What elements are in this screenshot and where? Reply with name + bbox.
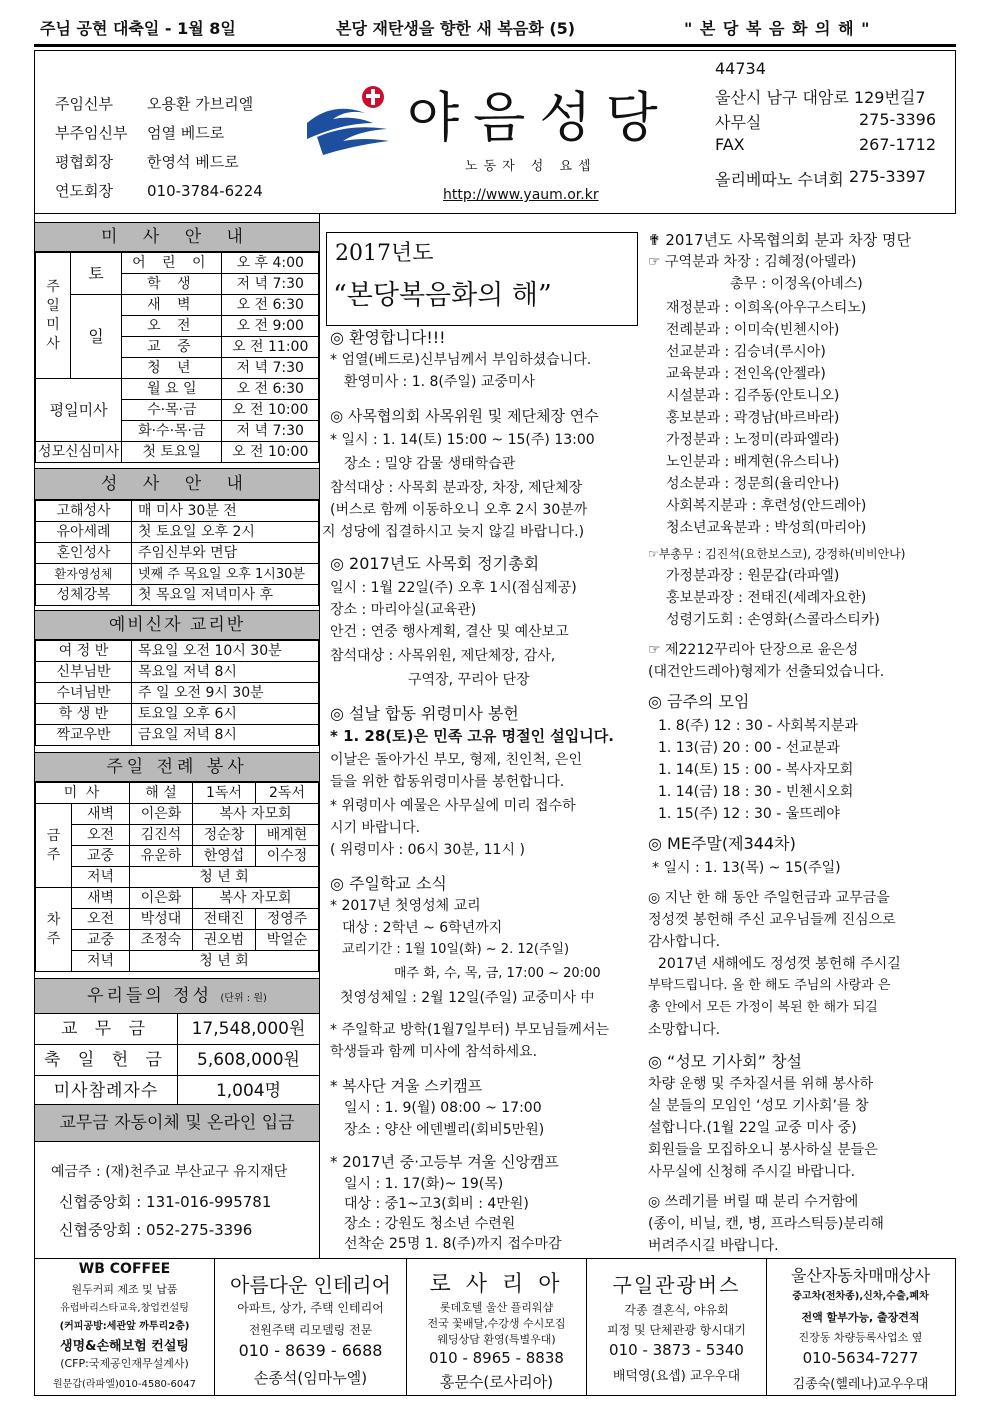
- sacrament-info: 첫 토요일 오후 2시: [132, 522, 319, 543]
- year-title: 2017년도: [335, 241, 434, 266]
- account-number: 신협중앙회 : 131-016-995781: [59, 1193, 272, 1211]
- postcode: 44734: [715, 59, 766, 78]
- meeting-item: 1. 14(토) 15 : 00 - 복사자모회: [658, 762, 854, 778]
- saturday-label: 토: [70, 253, 121, 295]
- offering-value: 1,004명: [215, 1081, 282, 1101]
- server-name: 전태진: [193, 909, 256, 930]
- convent-phone: 275-3397: [849, 167, 927, 186]
- wave-cross-icon: [303, 79, 413, 159]
- mass-name: 교 중: [122, 337, 222, 358]
- meeting-heading: ◎ 금주의 모임: [648, 692, 750, 711]
- sponsor-ads: [34, 1258, 956, 1396]
- staff-name: 한영석 베드로: [147, 153, 239, 171]
- server-name: 정순창: [193, 825, 256, 846]
- ad-line: (커피공방:세관앞 까투리2층): [59, 1321, 190, 1332]
- notice-text: * 2017년 첫영성체 교리: [330, 898, 481, 914]
- ad-line: (CFP:국제공인재무설계사): [60, 1357, 189, 1370]
- staff-role: 주임신부: [55, 95, 113, 113]
- notice-heading: ◎ 설날 합동 위령미사 봉헌: [330, 704, 519, 723]
- sacrament-title: 성 사 안 내: [35, 468, 319, 500]
- offering-value: 17,548,000원: [191, 1019, 306, 1039]
- recycle-text: 버려주시길 바랍니다.: [648, 1238, 779, 1254]
- ad-line: 웨딩상담 환영(특별우대): [437, 1333, 556, 1346]
- offering-label: 교 무 금: [35, 1014, 178, 1044]
- offering-row: [35, 1045, 319, 1076]
- mass-time: 오 전 11:00: [222, 337, 319, 358]
- server-name: 복사 자모회: [193, 888, 319, 909]
- offering-label: 축 일 헌 금: [35, 1045, 178, 1075]
- next-week-label: 차주: [36, 888, 72, 972]
- mass-table: [35, 252, 319, 463]
- knight-text: 실 분들의 모임인 ‘성모 기사회’를 창: [648, 1098, 869, 1114]
- division-item: 청소년교육분과 : 박성희(마리아): [666, 520, 867, 536]
- series-title: 본당 재탄생을 향한 새 복음화 (5): [336, 19, 576, 38]
- notice-text: 들을 위한 합동위령미사를 봉헌합니다.: [330, 774, 565, 790]
- server-name: 배계현: [256, 825, 319, 846]
- ad-line: 손종석(임마누엘): [253, 1369, 368, 1387]
- catechumen-title: 예비신자 교리반: [35, 610, 319, 640]
- ad-line: 각종 결혼식, 야유회: [624, 1303, 729, 1317]
- notice-text: * 복사단 겨울 스키캠프: [330, 1077, 483, 1095]
- server-name: 한영섭: [193, 846, 256, 867]
- meeting-item: 1. 8(주) 12 : 30 - 사회복지분과: [658, 718, 858, 734]
- staff-role: 부주임신부: [55, 124, 128, 142]
- ad-line: 원두커피 제조 및 납품: [71, 1283, 178, 1296]
- class-name: 학 생 반: [36, 704, 132, 725]
- knight-text: 사무실에 신청해 주시길 바랍니다.: [648, 1164, 856, 1180]
- thanks-text: ◎ 지난 한 해 동안 주일헌금과 교무금을: [648, 890, 890, 906]
- mass-time: 저 녁 7:30: [222, 274, 319, 295]
- server-name: 박성대: [130, 909, 193, 930]
- council-line: 성령기도회 : 손영화(스콜라스티카): [666, 612, 880, 628]
- weekday-mass-label: 평일미사: [36, 379, 122, 442]
- notice-text: 장소 : 밀양 감물 생태학습관: [344, 456, 516, 472]
- sacrament-name: 성체강복: [36, 585, 132, 606]
- notice-text: 장소 : 마리아실(교육관): [330, 602, 477, 618]
- sacrament-info: 매 미사 30분 전: [132, 501, 319, 522]
- address: 울산시 남구 대암로 129번길7: [715, 88, 926, 107]
- offering-value: 5,608,000원: [197, 1050, 300, 1070]
- server-name: 조정숙: [130, 930, 193, 951]
- sacrament-name: 환자영성체: [36, 564, 132, 585]
- ad-car-dealer: [767, 1259, 954, 1395]
- ad-title: WB COFFEE: [78, 1261, 171, 1277]
- division-item: 가정분과 : 노정미(라파엘라): [666, 432, 840, 448]
- meeting-item: 1. 15(주) 12 : 30 - 울뜨레야: [658, 806, 840, 822]
- knight-text: 설합니다.(1월 22일 교중 미사 중): [648, 1120, 857, 1136]
- server-name: 유운하: [130, 846, 193, 867]
- service-mass: 새벽: [72, 804, 130, 825]
- ad-line: 배덕영(요셉) 교우우대: [612, 1369, 741, 1384]
- col-reading2: 2독서: [256, 783, 319, 804]
- ad-florist: [407, 1259, 587, 1395]
- class-name: 여 정 반: [36, 641, 132, 662]
- me-heading: ◎ ME주말(제344차): [648, 834, 796, 853]
- council-line: 총무 : 이정옥(아녜스): [730, 276, 863, 292]
- mass-name: 새 벽: [122, 295, 222, 316]
- server-name: 이은화: [130, 888, 193, 909]
- class-time: 토요일 오후 6시: [132, 704, 319, 725]
- class-name: 짝교우반: [36, 725, 132, 746]
- ad-line: 010 - 3873 - 5340: [609, 1341, 744, 1359]
- thanks-text: 감사합니다.: [648, 934, 721, 950]
- ad-line: 전원주택 리모델링 전문: [248, 1323, 373, 1337]
- masthead: [34, 50, 956, 214]
- ad-line: 010 - 8639 - 6688: [238, 1341, 383, 1360]
- ad-title: 로 사 리 아: [429, 1272, 564, 1297]
- staff-name: 오용환 가브리엘: [147, 95, 254, 113]
- parish-logo: [303, 79, 413, 159]
- server-name: 청 년 회: [130, 867, 319, 888]
- notice-text: 첫영성체일 : 2월 12일(주일) 교중미사 中: [340, 990, 595, 1006]
- notice-text: 지 성당에 집결하시고 늦지 않길 바랍니다.): [322, 524, 585, 540]
- ad-line: 유럽바리스타교육,창업컨설팅: [60, 1303, 189, 1314]
- server-name: 정영주: [256, 909, 319, 930]
- website-link[interactable]: http://www.yaum.or.kr: [443, 187, 599, 203]
- ad-title: 구일관광버스: [612, 1273, 741, 1297]
- mass-time: 오 전 6:30: [222, 379, 319, 400]
- ad-line: 전국 꽃배달,수강생 수시모집: [427, 1317, 566, 1330]
- this-week-label: 금주: [36, 804, 72, 888]
- notice-text: (버스로 함께 이동하오니 오후 2시 30분까: [330, 502, 588, 518]
- class-time: 목요일 저녁 8시: [132, 662, 319, 683]
- account-number: 신협중앙회 : 052-275-3396: [59, 1221, 253, 1239]
- me-text: * 일시 : 1. 13(목) ~ 15(주일): [652, 860, 841, 876]
- recycle-text: ◎ 쓰레기를 버릴 때 분리 수거함에: [648, 1194, 859, 1210]
- mass-time: 저 녁 7:30: [222, 358, 319, 379]
- office-phone: 275-3396: [859, 110, 937, 129]
- council-line: 가정분과장 : 원문갑(라파엘): [666, 568, 840, 584]
- ad-interior: [215, 1259, 407, 1395]
- mass-name: 청 년: [122, 358, 222, 379]
- staff-name: 엄열 베드로: [147, 124, 225, 142]
- division-item: 선교분과 : 김승녀(루시아): [666, 344, 826, 360]
- division-item: 성소분과 : 정문희(율리안나): [666, 476, 840, 492]
- knight-text: 차량 운행 및 주차질서를 위해 봉사하: [648, 1076, 874, 1092]
- class-time: 목요일 오전 10시 30분: [132, 641, 319, 662]
- server-name: 권오범: [193, 930, 256, 951]
- notice-text: 일시 : 1. 17(화)~ 19(목): [344, 1176, 504, 1192]
- division-item: 사회복지분과 : 후련성(안드레아): [666, 498, 867, 514]
- mass-name: 학 생: [122, 274, 222, 295]
- division-item: 시설분과 : 김주동(안토니오): [666, 388, 840, 404]
- ad-line: 010-5634-7277: [802, 1349, 919, 1367]
- thanks-text: 2017년 새해에도 정성껏 봉헌해 주시길: [658, 956, 901, 972]
- server-name: 청 년 회: [130, 951, 319, 972]
- col-reading1: 1독서: [193, 783, 256, 804]
- recycle-text: (종이, 비닐, 캔, 병, 프라스틱등)분리해: [648, 1216, 884, 1232]
- thanks-text: 총 안에서 모든 가정이 복된 한 해가 되길: [648, 1000, 878, 1015]
- ad-coffee: [35, 1259, 215, 1395]
- service-mass: 저녁: [72, 951, 130, 972]
- notice-text: 교리기간 : 1월 10일(화) ~ 2. 12(주일): [342, 942, 570, 957]
- ad-line: 진장동 차량등록사업소 옆: [798, 1331, 923, 1344]
- notice-text: * 2017년 중·고등부 겨울 신앙캠프: [330, 1153, 559, 1171]
- notice-text: 장소 : 양산 에덴벨리(회비5만원): [344, 1122, 545, 1138]
- fax-number: 267-1712: [859, 135, 937, 154]
- class-name: 신부님반: [36, 662, 132, 683]
- division-item: 전례분과 : 이미숙(빈첸시아): [666, 322, 840, 338]
- account-holder: 예금주 : (재)천주교 부산교구 유지재단: [51, 1164, 288, 1180]
- ad-line: 원문갑(라파엘)010-4580-6047: [53, 1379, 196, 1390]
- division-item: 홍보분과 : 곽경남(바르바라): [666, 410, 840, 426]
- council-line: ☞부총무 : 김진석(요한보스코), 강정하(비비안나): [648, 547, 906, 561]
- ad-line: 010 - 8965 - 8838: [429, 1349, 564, 1367]
- council-line: ☞ 구역분과 차장 : 김혜정(아델라): [648, 254, 857, 270]
- meeting-item: 1. 14(금) 18 : 30 - 빈첸시오회: [658, 784, 854, 800]
- fax-label: FAX: [715, 135, 745, 154]
- notice-text: 대상 : 중1~고3(회비 : 4만원): [344, 1196, 529, 1212]
- patron-saint: 노동자 성 요셉: [465, 159, 597, 174]
- offering-unit: (단위 : 원): [220, 993, 267, 1004]
- division-item: 노인분과 : 배계현(유스티나): [666, 454, 840, 470]
- sacrament-name: 혼인성사: [36, 543, 132, 564]
- class-time: 금요일 저녁 8시: [132, 725, 319, 746]
- thanks-text: 부탁드립니다. 올 한 해도 주님의 사랑과 은: [648, 978, 891, 993]
- convent-label: 올리베따노 수녀회: [715, 170, 844, 189]
- offering-row: [35, 1076, 319, 1107]
- catechumen-table: [35, 640, 319, 746]
- staff-role: 평협회장: [55, 153, 113, 171]
- notice-text: * 일시 : 1. 14(토) 15:00 ~ 15(주) 13:00: [330, 432, 595, 448]
- sacrament-name: 유아세례: [36, 522, 132, 543]
- notice-heading: ◎ 2017년도 사목회 정기총회: [330, 554, 540, 573]
- meeting-item: 1. 13(금) 20 : 00 - 선교분과: [658, 740, 840, 756]
- notice-text: * 1. 28(토)은 민족 고유 명절인 설입니다.: [330, 727, 614, 745]
- notice-text: 일시 : 1. 9(월) 08:00 ~ 17:00: [344, 1100, 542, 1116]
- ad-line: 아파트, 상가, 주택 인테리어: [237, 1301, 384, 1315]
- mass-name: 월 요 일: [122, 379, 222, 400]
- top-divider: [34, 44, 956, 47]
- ad-line: 피정 및 단체관광 항시대기: [607, 1323, 746, 1337]
- staff-row: [55, 180, 263, 201]
- year-theme: " 본 당 복 음 화 의 해 ": [684, 19, 871, 38]
- offering-heading: 우리들의 정성: [87, 986, 212, 1006]
- notice-text: 대상 : 2학년 ~ 6학년까지: [342, 920, 503, 936]
- mass-name: 어 린 이: [122, 253, 222, 274]
- offering-title: [35, 978, 319, 1014]
- mass-time: 오 후 4:00: [222, 253, 319, 274]
- mass-name: 오 전: [122, 316, 222, 337]
- ad-line: 전액 할부가능, 출장견적: [801, 1311, 920, 1324]
- year-motto: “본당복음화의 해”: [333, 280, 552, 311]
- ad-title: 울산자동차매매상사: [790, 1266, 931, 1285]
- ad-line: 생명&손해보험 컨설팅: [60, 1339, 189, 1354]
- liturgy-table: [35, 782, 319, 972]
- notice-text: 구역장, 꾸리아 단장: [408, 672, 530, 688]
- staff-row: [55, 93, 253, 114]
- curia-notice: (대건안드레아)형제가 선출되었습니다.: [648, 664, 885, 680]
- class-time: 주 일 오전 9시 30분: [132, 683, 319, 704]
- mass-time: 오 전 10:00: [222, 400, 319, 421]
- notice-heading: ◎ 사목협의회 사목위원 및 제단체장 연수: [330, 407, 599, 425]
- service-mass: 저녁: [72, 867, 130, 888]
- server-name: 복사 자모회: [193, 804, 319, 825]
- offering-row: [35, 1014, 319, 1045]
- notice-text: 매주 화, 수, 목, 금, 17:00 ~ 20:00: [394, 966, 601, 981]
- notice-text: 이날은 돌아가신 부모, 형제, 친인척, 은인: [330, 752, 582, 768]
- council-heading: ✟ 2017년도 사목협의회 분과 차장 명단: [648, 231, 911, 249]
- notice-text: 선착순 25명 1. 8(주)까지 접수마감: [344, 1236, 562, 1252]
- mass-time: 오 전 10:00: [222, 442, 319, 463]
- division-item: 교육분과 : 전인옥(안젤라): [666, 366, 826, 382]
- staff-row: [55, 122, 224, 143]
- sacrament-info: 넷째 주 목요일 오후 1시30분: [132, 564, 319, 585]
- notice-text: 환영미사 : 1. 8(주일) 교중미사: [344, 374, 535, 390]
- sacrament-info: 주임신부와 면담: [132, 543, 319, 564]
- curia-notice: ☞ 제2212꾸리아 단장으로 윤은성: [648, 642, 859, 658]
- transfer-title: 교무금 자동이체 및 온라인 입금: [35, 1104, 319, 1142]
- sunday-mass-label: 주일미사: [36, 253, 71, 379]
- mass-name: 화·수·목·금: [122, 421, 222, 442]
- ad-line: 중고차(전차종),신차,수출,폐차: [792, 1291, 929, 1302]
- class-name: 수녀님반: [36, 683, 132, 704]
- knight-text: 회원들을 모집하오니 봉사하실 분들은: [648, 1142, 878, 1158]
- notice-text: 참석대상 : 사목회 분과장, 차장, 제단체장: [330, 480, 583, 496]
- ad-line: 김종숙(헬레나)교우우대: [792, 1377, 929, 1392]
- parish-name: 야음성당: [407, 86, 672, 149]
- sunday-label: 일: [70, 295, 121, 379]
- notice-text: * 주일학교 방학(1월7일부터) 부모님들께서는: [330, 1022, 609, 1038]
- server-name: 김진석: [130, 825, 193, 846]
- offering-label: 미사참례자수: [35, 1076, 178, 1106]
- service-mass: 오전: [72, 825, 130, 846]
- mass-time: 오 전 6:30: [222, 295, 319, 316]
- ad-bus: [587, 1259, 767, 1395]
- col-commentator: 해 설: [130, 783, 193, 804]
- notice-text: 일시 : 1월 22일(주) 오후 1시(점심제공): [330, 580, 577, 596]
- staff-role: 연도회장: [55, 182, 113, 200]
- notice-text: 참석대상 : 사목위원, 제단체장, 감사,: [330, 648, 556, 664]
- mass-name: 수·목·금: [122, 400, 222, 421]
- service-mass: 새벽: [72, 888, 130, 909]
- notice-text: 학생들과 함께 미사에 참석하세요.: [330, 1044, 538, 1060]
- col-mass: 미 사: [36, 783, 130, 804]
- notice-text: * 위령미사 예물은 사무실에 미리 접수하: [330, 798, 576, 814]
- notice-text: ( 위령미사 : 06시 30분, 11시 ): [330, 842, 525, 858]
- service-mass: 교중: [72, 846, 130, 867]
- feast-date: 주님 공현 대축일 - 1월 8일: [40, 19, 236, 38]
- server-name: 박얼순: [256, 930, 319, 951]
- left-column: [34, 214, 320, 1258]
- notice-heading: ◎ 환영합니다!!!: [330, 328, 446, 347]
- marian-mass-label: 성모신심미사: [36, 442, 122, 463]
- mass-time: 저 녁 7:30: [222, 421, 319, 442]
- office-label: 사무실: [715, 113, 762, 132]
- server-name: 이수정: [256, 846, 319, 867]
- sacrament-name: 고해성사: [36, 501, 132, 522]
- division-item: 재정분과 : 이희옥(아우구스티노): [666, 300, 867, 316]
- year-title-box: [326, 232, 638, 326]
- server-name: 이은화: [130, 804, 193, 825]
- service-mass: 오전: [72, 909, 130, 930]
- sacrament-table: [35, 500, 319, 606]
- notice-text: * 엄열(베드로)신부님께서 부임하셨습니다.: [330, 352, 592, 368]
- sacrament-info: 첫 목요일 저녁미사 후: [132, 585, 319, 606]
- mass-name: 첫 토요일: [122, 442, 222, 463]
- ad-title: 아름다운 인테리어: [230, 1273, 391, 1297]
- notice-heading: ◎ 주일학교 소식: [330, 874, 447, 893]
- thanks-text: 소망합니다.: [648, 1022, 721, 1038]
- notice-text: 시기 바랍니다.: [330, 820, 421, 836]
- ad-line: 홍문수(로사리아): [439, 1373, 554, 1391]
- council-line: 홍보분과장 : 전태진(세례자요한): [666, 590, 867, 606]
- ad-line: 롯데호텔 울산 플리워샵: [439, 1301, 554, 1314]
- staff-row: [55, 151, 239, 172]
- mass-guide-title: 미 사 안 내: [35, 222, 319, 252]
- knight-heading: ◎ “성모 기사회” 창설: [648, 1052, 802, 1071]
- thanks-text: 정성껏 봉헌해 주신 교우님들께 진심으로: [648, 912, 896, 928]
- liturgy-title: 주일 전례 봉사: [35, 752, 319, 782]
- notice-text: 장소 : 강원도 청소년 수련원: [344, 1216, 516, 1232]
- notice-text: 안건 : 연중 행사계획, 결산 및 예산보고: [330, 624, 569, 640]
- staff-name: 010-3784-6224: [147, 182, 263, 200]
- mass-time: 오 전 9:00: [222, 316, 319, 337]
- service-mass: 교중: [72, 930, 130, 951]
